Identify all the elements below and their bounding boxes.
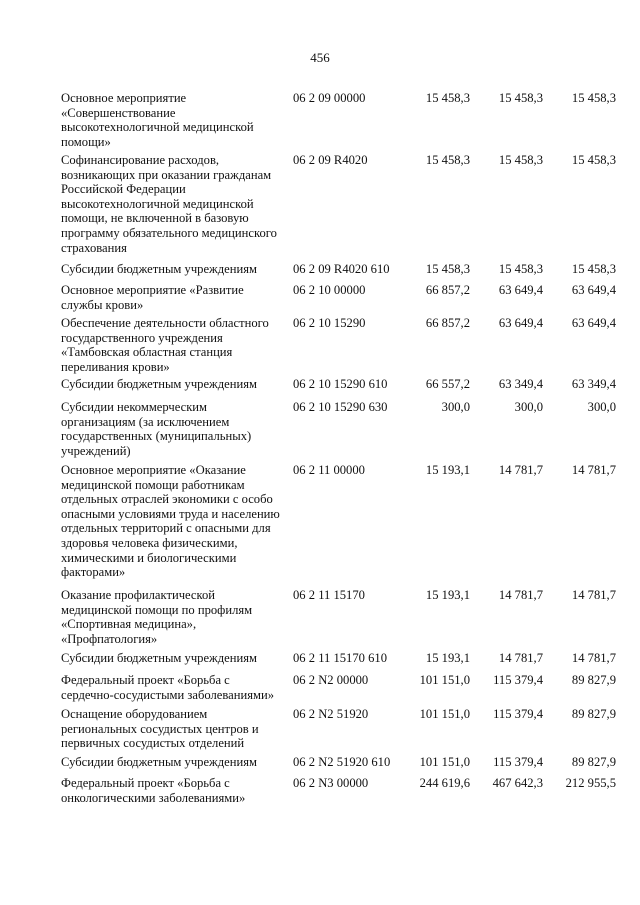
budget-code: 06 2 09 00000 [293,91,366,105]
amount-year-3: 14 781,7 [571,651,616,665]
item-name: Субсидии бюджетным учреждениям [61,377,257,391]
item-name: Обеспечение деятельности областного государственного учреждения «Тамбовская областная станция переливания крови» [61,316,269,374]
amount-year-3: 89 827,9 [571,707,616,721]
item-name: Софинансирование расходов, возникающих при оказании гражданам Российской Федерации высокотехнологичной медицинской помощи, не включенной в базовую программу обязательного медицинского страхования [61,153,277,255]
amount-year-3: 15 458,3 [571,262,616,276]
amount-year-3: 63 649,4 [571,316,616,330]
budget-code: 06 2 10 15290 630 [293,400,388,414]
amount-year-2: 63 349,4 [498,377,543,391]
amount-year-2: 14 781,7 [498,651,543,665]
amount-year-3: 89 827,9 [571,673,616,687]
amount-year-1: 15 458,3 [425,153,470,167]
amount-year-2: 467 642,3 [492,776,543,790]
amount-year-3: 300,0 [587,400,616,414]
amount-year-2: 14 781,7 [498,463,543,477]
amount-year-2: 115 379,4 [493,673,543,687]
amount-year-1: 101 151,0 [419,673,470,687]
amount-year-2: 63 649,4 [498,316,543,330]
amount-year-3: 14 781,7 [571,588,616,602]
budget-code: 06 2 10 15290 [293,316,366,330]
budget-code: 06 2 11 15170 [293,588,365,602]
item-name: Основное мероприятие «Оказание медицинской помощи работникам отдельных отраслей экономики с особо опасными условиями труда и населению отдельных территорий с опасными для здоровья человека физическими, химическими и биологическими факторами» [61,463,280,580]
budget-code: 06 2 N3 00000 [293,776,369,790]
amount-year-2: 115 379,4 [493,707,543,721]
item-name: Федеральный проект «Борьба с онкологическими заболеваниями» [61,776,246,805]
amount-year-2: 15 458,3 [498,262,543,276]
amount-year-3: 63 649,4 [571,283,616,297]
amount-year-1: 66 857,2 [425,316,470,330]
amount-year-2: 14 781,7 [498,588,543,602]
amount-year-1: 15 193,1 [425,463,470,477]
item-name: Субсидии бюджетным учреждениям [61,262,257,276]
budget-code: 06 2 09 R4020 610 [293,262,390,276]
item-name: Оснащение оборудованием региональных сосудистых центров и первичных сосудистых отделений [61,707,259,751]
budget-code: 06 2 N2 00000 [293,673,369,687]
amount-year-2: 115 379,4 [493,755,543,769]
amount-year-1: 66 857,2 [425,283,470,297]
item-name: Основное мероприятие «Совершенствование высокотехнологичной медицинской помощи» [61,91,254,149]
budget-code: 06 2 N2 51920 610 [293,755,391,769]
item-name: Основное мероприятие «Развитие службы крови» [61,283,244,312]
page-number: 456 [310,50,330,65]
amount-year-1: 300,0 [441,400,470,414]
amount-year-3: 15 458,3 [571,153,616,167]
budget-code: 06 2 09 R4020 [293,153,368,167]
budget-code: 06 2 11 15170 610 [293,651,387,665]
amount-year-3: 63 349,4 [571,377,616,391]
budget-code: 06 2 10 00000 [293,283,366,297]
budget-code: 06 2 N2 51920 [293,707,369,721]
amount-year-1: 15 193,1 [425,651,470,665]
amount-year-2: 63 649,4 [498,283,543,297]
item-name: Субсидии бюджетным учреждениям [61,755,257,769]
item-name: Федеральный проект «Борьба с сердечно-сосудистыми заболеваниями» [61,673,275,702]
item-name: Субсидии некоммерческим организациям (за исключением государственных (муниципальных) учреждений) [61,400,252,458]
budget-code: 06 2 10 15290 610 [293,377,388,391]
amount-year-1: 15 458,3 [425,262,470,276]
item-name: Субсидии бюджетным учреждениям [61,651,257,665]
amount-year-2: 300,0 [514,400,543,414]
amount-year-2: 15 458,3 [498,91,543,105]
amount-year-3: 212 955,5 [565,776,616,790]
amount-year-3: 89 827,9 [571,755,616,769]
budget-code: 06 2 11 00000 [293,463,365,477]
amount-year-1: 101 151,0 [419,707,470,721]
amount-year-1: 101 151,0 [419,755,470,769]
amount-year-2: 15 458,3 [498,153,543,167]
amount-year-1: 66 557,2 [425,377,470,391]
amount-year-1: 15 458,3 [425,91,470,105]
amount-year-1: 15 193,1 [425,588,470,602]
amount-year-3: 15 458,3 [571,91,616,105]
amount-year-3: 14 781,7 [571,463,616,477]
item-name: Оказание профилактической медицинской помощи по профилям «Спортивная медицина», «Профпатология» [61,588,253,646]
amount-year-1: 244 619,6 [419,776,470,790]
